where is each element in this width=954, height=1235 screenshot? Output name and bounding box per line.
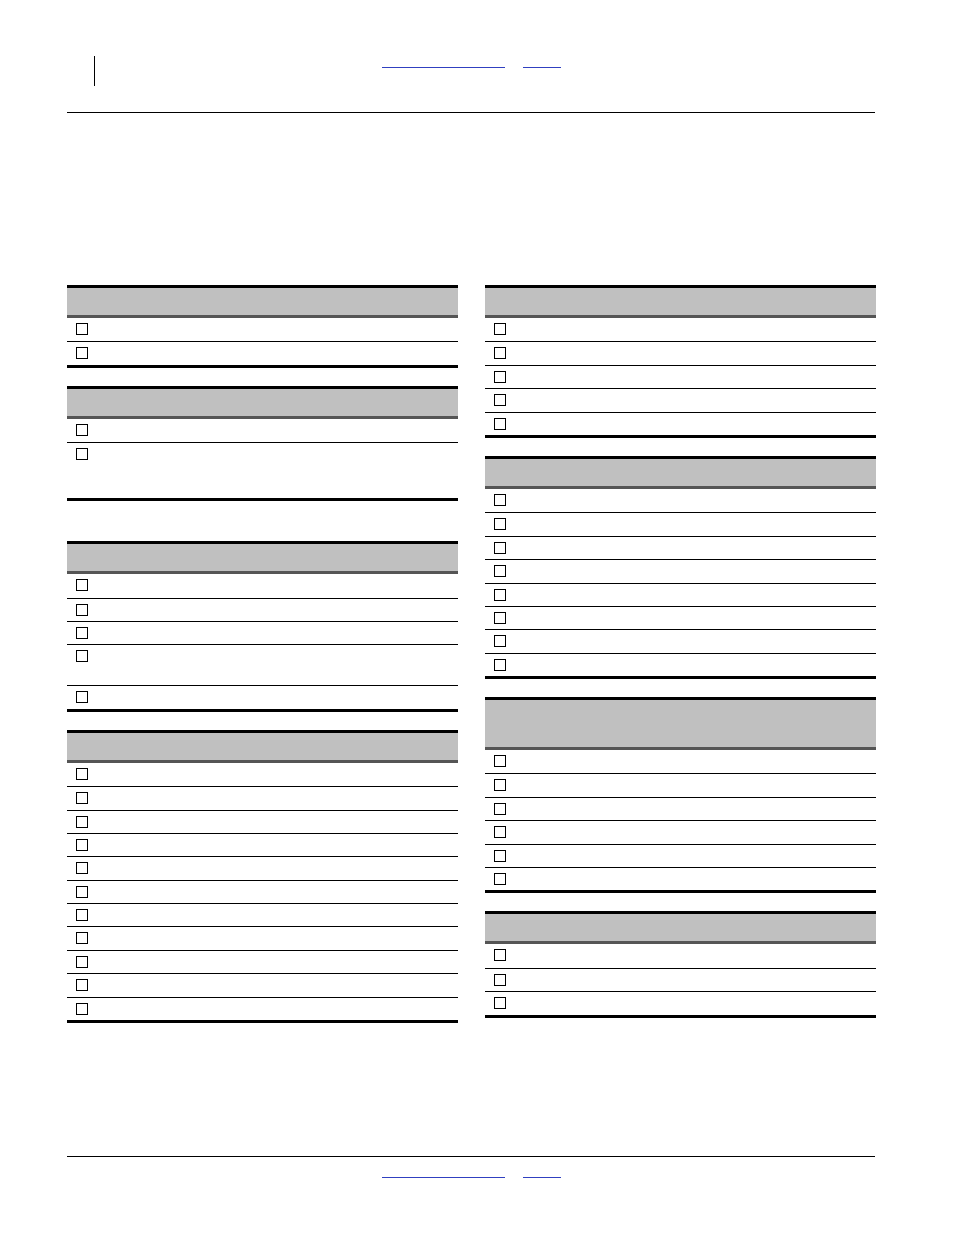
checkbox[interactable] [76, 424, 88, 436]
checkbox[interactable] [494, 565, 506, 577]
checklist-section [485, 697, 876, 893]
section-header [67, 541, 458, 574]
checkbox[interactable] [76, 886, 88, 898]
checkbox[interactable] [494, 659, 506, 671]
checkbox[interactable] [494, 347, 506, 359]
checklist-row [67, 833, 458, 856]
checklist-row [485, 606, 876, 629]
checklist-row [485, 797, 876, 820]
checkbox[interactable] [76, 604, 88, 616]
checklist-row [485, 318, 876, 341]
checklist-row [485, 559, 876, 582]
section-rows [485, 944, 876, 1017]
checkbox[interactable] [76, 839, 88, 851]
checkbox[interactable] [494, 974, 506, 986]
checklist-row [67, 763, 458, 786]
checklist-row [67, 419, 458, 442]
checkbox[interactable] [494, 850, 506, 862]
checkbox[interactable] [76, 768, 88, 780]
checkbox[interactable] [494, 589, 506, 601]
checklist-row [67, 574, 458, 597]
checkbox[interactable] [494, 418, 506, 430]
checklist-row [485, 820, 876, 843]
checklist-row [485, 536, 876, 559]
checklist-row [485, 991, 876, 1014]
checkbox[interactable] [494, 803, 506, 815]
checklist-row [485, 629, 876, 652]
checkbox[interactable] [494, 949, 506, 961]
section-rows [67, 574, 458, 712]
checkbox[interactable] [76, 956, 88, 968]
checklist-row [67, 786, 458, 809]
header-link-2[interactable] [523, 67, 561, 68]
checklist-row [485, 365, 876, 388]
footer-link-2[interactable] [523, 1177, 561, 1178]
section-rows [485, 489, 876, 679]
checkbox[interactable] [494, 542, 506, 554]
section-header [485, 697, 876, 750]
checklist-row [485, 412, 876, 435]
checklist-row [485, 489, 876, 512]
checkbox[interactable] [494, 323, 506, 335]
checklist-row [67, 997, 458, 1020]
section-header [67, 730, 458, 763]
checkbox[interactable] [494, 635, 506, 647]
checkbox[interactable] [494, 518, 506, 530]
checklist-section [67, 541, 458, 712]
checkbox[interactable] [76, 448, 88, 460]
checklist-row [67, 810, 458, 833]
checklist-row [485, 944, 876, 967]
section-rows [485, 750, 876, 893]
checklist-section [485, 456, 876, 679]
checkbox[interactable] [76, 579, 88, 591]
checklist-section [485, 911, 876, 1017]
checklist-row [485, 844, 876, 867]
section-header [67, 386, 458, 419]
header-link-1[interactable] [382, 67, 505, 68]
checkbox[interactable] [76, 691, 88, 703]
checklist-row [67, 318, 458, 341]
checkbox[interactable] [494, 826, 506, 838]
checkbox[interactable] [76, 909, 88, 921]
left-checklist-column [67, 285, 458, 1041]
checklist-row [67, 880, 458, 903]
checkbox[interactable] [76, 792, 88, 804]
header-rule [67, 112, 875, 113]
checklist-row [67, 926, 458, 949]
checkbox[interactable] [76, 932, 88, 944]
checkbox[interactable] [76, 627, 88, 639]
checklist-row [67, 685, 458, 708]
section-spacer [67, 519, 458, 541]
checkbox[interactable] [76, 862, 88, 874]
checklist-row [485, 341, 876, 364]
checklist-row [67, 442, 458, 498]
checklist-row [67, 621, 458, 644]
checklist-row [485, 750, 876, 773]
checklist-row [67, 950, 458, 973]
checklist-row [67, 856, 458, 879]
section-header [67, 285, 458, 318]
checklist-section [67, 730, 458, 1023]
checklist-row [67, 903, 458, 926]
checklist-row [67, 644, 458, 685]
section-rows [67, 763, 458, 1023]
footer-link-1[interactable] [382, 1177, 505, 1178]
checklist-row [67, 598, 458, 621]
checklist-row [67, 973, 458, 996]
checklist-section [67, 285, 458, 368]
checklist-row [485, 388, 876, 411]
section-rows [485, 318, 876, 438]
checklist-row [485, 583, 876, 606]
checklist-row [485, 512, 876, 535]
checkbox[interactable] [76, 650, 88, 662]
section-rows [67, 419, 458, 501]
checkbox[interactable] [494, 873, 506, 885]
checkbox[interactable] [76, 1003, 88, 1015]
checkbox[interactable] [76, 347, 88, 359]
checklist-row [485, 653, 876, 676]
checkbox[interactable] [76, 979, 88, 991]
checklist-row [67, 341, 458, 364]
checkbox[interactable] [494, 755, 506, 767]
checklist-row [485, 773, 876, 796]
checkbox[interactable] [494, 779, 506, 791]
section-header [485, 456, 876, 489]
section-header [485, 911, 876, 944]
checkbox[interactable] [494, 394, 506, 406]
checklist-section [485, 285, 876, 438]
checkbox[interactable] [494, 612, 506, 624]
checkbox[interactable] [76, 323, 88, 335]
checkbox[interactable] [494, 997, 506, 1009]
section-header [485, 285, 876, 318]
footer-rule [67, 1156, 875, 1157]
page-edge-marker [94, 56, 95, 86]
checkbox[interactable] [494, 494, 506, 506]
right-checklist-column [485, 285, 876, 1036]
checklist-section [67, 386, 458, 501]
checklist-row [485, 867, 876, 890]
checklist-row [485, 968, 876, 991]
checkbox[interactable] [494, 371, 506, 383]
section-rows [67, 318, 458, 368]
checkbox[interactable] [76, 816, 88, 828]
